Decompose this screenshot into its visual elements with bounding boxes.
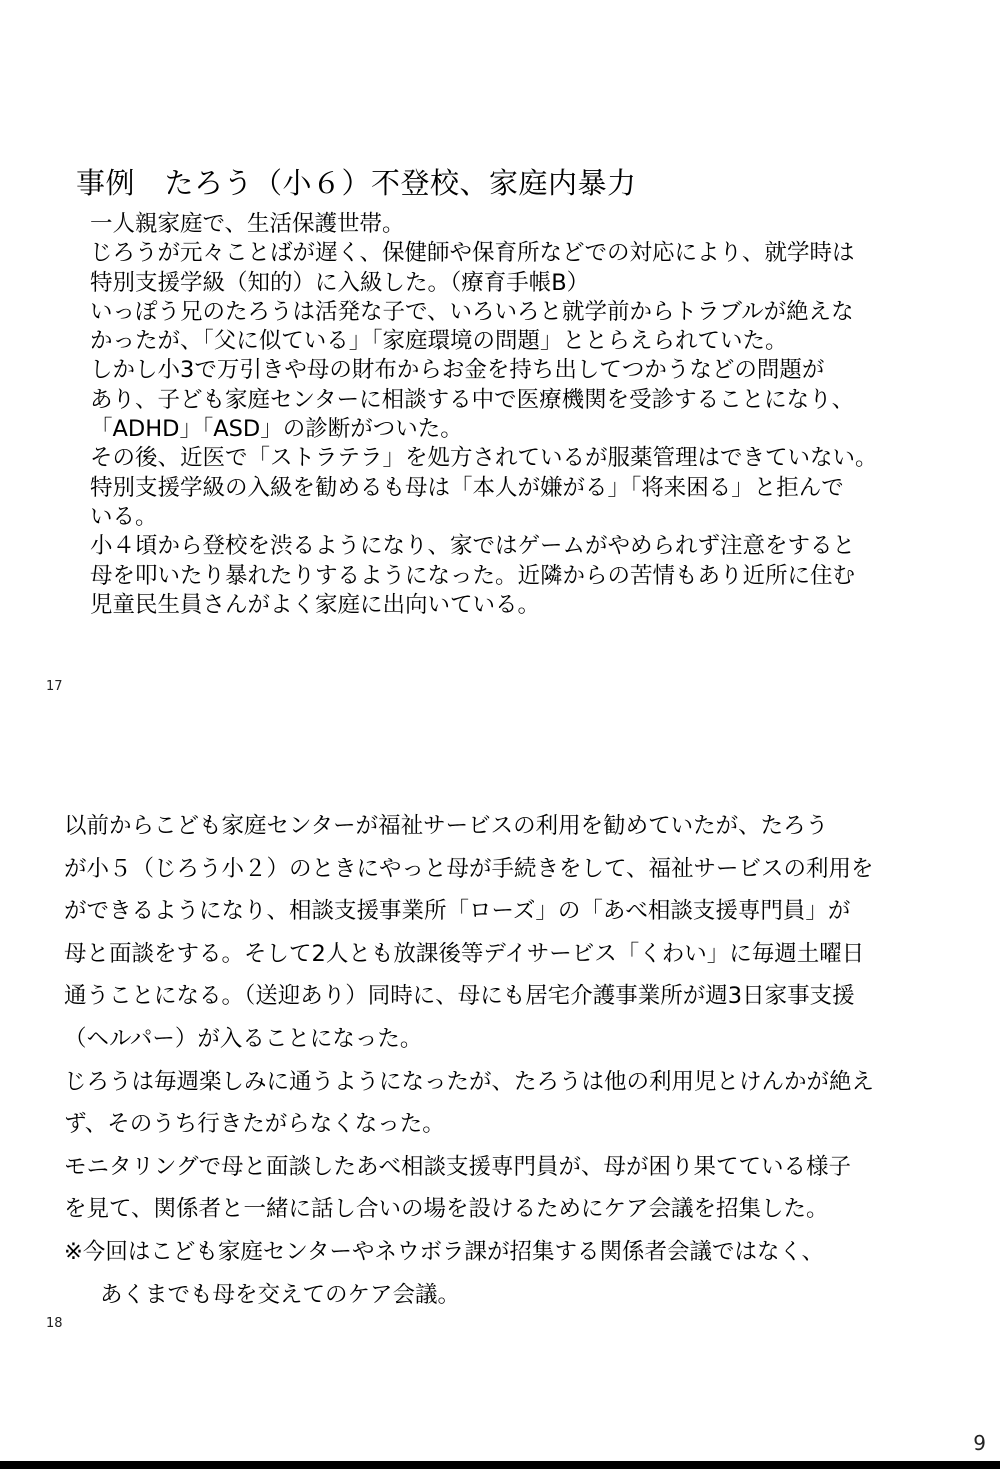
case-line: 小４頃から登校を渋るようになり、家ではゲームがやめられず注意をすると — [90, 533, 856, 560]
followup-line: 以前からこども家庭センターが福祉サービスの利用を勧めていたが、たろう — [64, 813, 829, 839]
case-line: あり、子ども家庭センターに相談する中で医療機関を受診することになり、 — [90, 386, 855, 413]
case-line: かったが、「父に似ている」「家庭環境の問題」ととらえられていた。 — [90, 328, 788, 355]
case-line: いっぽう兄のたろうは活発な子で、いろいろと就学前からトラブルが絶えな — [90, 298, 854, 325]
slide-number: 17 — [46, 679, 63, 694]
followup-line: が小５（じろう小２）のときにやっと母が手続きをして、福祉サービスの利用を — [64, 855, 874, 882]
followup-line: 通うことになる。（送迎あり）同時に、母にも居宅介護事業所が週3日家事支援 — [64, 983, 855, 1010]
case-line: しかし小3で万引きや母の財布からお金を持ち出してつかうなどの問題が — [90, 357, 825, 384]
case-line: その後、近医で「ストラテラ」を処方されているが服薬管理はできていない。 — [90, 445, 878, 472]
followup-line: ※今回はこども家庭センターやネウボラ課が招集する関係者会議ではなく、 — [64, 1238, 825, 1265]
case-title: 事例 たろう（小６）不登校、家庭内暴力 — [76, 166, 637, 200]
followup-line: を見て、関係者と一緒に話し合いの場を設けるためにケア会議を招集した。 — [64, 1196, 829, 1223]
slide-18 — [0, 730, 1000, 1340]
case-line: 母を叩いたり暴れたりするようになった。近隣からの苦情もあり近所に住む — [90, 562, 856, 589]
followup-description — [64, 805, 944, 1316]
followup-line: ず、そのうち行きたがらなくなった。 — [64, 1111, 445, 1138]
case-line: 特別支援学級の入級を勧めるも母は「本人が嫌がる」「将来困る」と拒んで — [90, 474, 844, 501]
case-line: 「ADHD」「ASD」の診断がついた。 — [90, 416, 463, 443]
followup-line: 母と面談をする。そして2人とも放課後等デイサービス「くわい」に毎週土曜日 — [64, 940, 865, 967]
slide-17 — [0, 0, 1000, 700]
followup-line: （ヘルパー）が入ることになった。 — [64, 1025, 423, 1052]
followup-line: ができるようになり、相談支援事業所「ローズ」の「あべ相談支援専門員」が — [64, 898, 851, 925]
case-description — [90, 210, 930, 620]
followup-line: じろうは毎週楽しみに通うようになったが、たろうは他の利用児とけんかが絶え — [64, 1068, 875, 1095]
followup-line: モニタリングで母と面談したあべ相談支援専門員が、母が困り果てている様子 — [64, 1153, 852, 1180]
followup-line: あくまでも母を交えてのケア会議。 — [100, 1281, 461, 1308]
bottom-rule — [0, 1461, 1000, 1469]
case-line: いる。 — [90, 503, 158, 530]
case-line: じろうが元々ことばが遅く、保健師や保育所などでの対応により、就学時は — [90, 240, 855, 267]
case-line: 特別支援学級（知的）に入級した。（療育手帳B） — [90, 269, 590, 296]
slide-number: 18 — [46, 1316, 63, 1331]
case-line: 一人親家庭で、生活保護世帯。 — [90, 211, 405, 237]
page-number: 9 — [973, 1431, 986, 1455]
case-line: 児童民生員さんがよく家庭に出向いている。 — [90, 591, 541, 618]
